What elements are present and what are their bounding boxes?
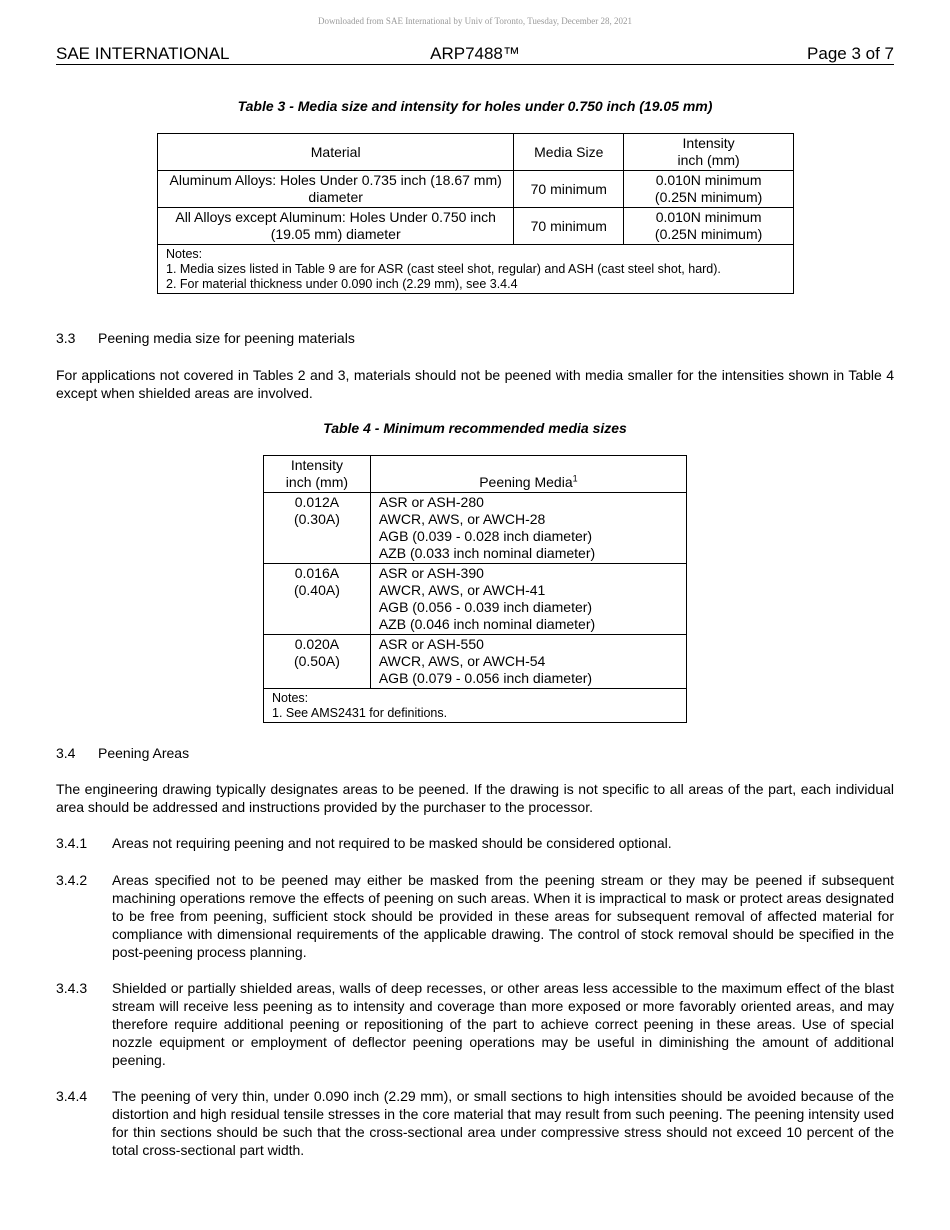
page-header	[56, 44, 894, 65]
header-org: SAE INTERNATIONAL	[56, 44, 230, 63]
subsection-text: Areas specified not to be peened may either be masked from the peening stream or they may be peened if subsequent machining operations remove the effects of peening on such areas. When it is impractical to mask or protect areas designated to be free from peening, sufficient stock should be provided in these areas for subsequent removal of affected material for compliance with dimensional requirements of the applicable drawing. The control of stock removal should be specified in the post-peening process planning.	[112, 872, 894, 960]
media-item: AWCR, AWS, or AWCH-28	[378, 511, 546, 527]
intensity-value-mm: (0.25N minimum)	[654, 226, 763, 242]
intensity-value: 0.020A	[294, 636, 340, 652]
note-item: 1. See AMS2431 for definitions.	[272, 706, 448, 720]
table4-notes-row	[264, 689, 687, 723]
media-item: AGB (0.039 - 0.028 inch diameter)	[378, 528, 593, 544]
table3-cell-media-size: 70 minimum	[514, 171, 624, 208]
section-title: Peening media size for peening materials	[98, 330, 355, 346]
media-item: ASR or ASH-280	[378, 494, 484, 510]
table4-header-intensity-l1: Intensity	[290, 457, 343, 473]
media-item: AZB (0.033 inch nominal diameter)	[378, 545, 596, 561]
table3-header-intensity-l2: inch (mm)	[677, 152, 740, 168]
table3-cell-intensity	[624, 208, 794, 245]
table4	[263, 455, 687, 723]
subsection-text: The peening of very thin, under 0.090 inch (2.29 mm), or small sections to high intensities should be avoided because of the distortion and high residual tensile stresses in the core material that may result from such peening. The peening intensity used for thin sections should be such that the cross-sectional area under compressive stress should not exceed 10 percent of the total cross-sectional part width.	[112, 1088, 894, 1158]
table-row	[158, 208, 794, 245]
table3-cell-material: All Alloys except Aluminum: Holes Under 0.750 inch (19.05 mm) diameter	[158, 208, 514, 245]
section-3-4-body: The engineering drawing typically designates areas to be peened. If the drawing is not specific to all areas of the part, each individual area should be addressed and instructions provided by the purchaser to the processor.	[56, 781, 894, 815]
notes-label: Notes:	[166, 247, 203, 261]
table4-header-media	[370, 456, 686, 493]
table4-cell-media	[370, 635, 686, 689]
subsection-text: Shielded or partially shielded areas, walls of deep recesses, or other areas less accessible to the maximum effect of the blast stream will receive less peening as to intensity and coverage than more exposed or more favorably oriented areas, and may therefore require additional peening or repositioning of the part to achieve correct peening in these areas. Use of special nozzle equipment or employment of deflector peening operations may be useful in diminishing the amount of additional peening.	[112, 980, 894, 1068]
subsection-number: 3.4.4	[56, 1088, 88, 1104]
table3-cell-media-size: 70 minimum	[514, 208, 624, 245]
media-item: AGB (0.056 - 0.039 inch diameter)	[378, 599, 593, 615]
header-doc-id: ARP7488™	[430, 44, 520, 63]
intensity-value: 0.010N minimum	[655, 209, 762, 225]
note-item: 2. For material thickness under 0.090 inch (2.29 mm), see 3.4.4	[166, 277, 518, 291]
intensity-value: 0.010N minimum	[655, 172, 762, 188]
section-number: 3.4	[56, 745, 76, 761]
intensity-value-mm: (0.25N minimum)	[654, 189, 763, 205]
table-row	[158, 171, 794, 208]
media-item: AWCR, AWS, or AWCH-41	[378, 582, 546, 598]
table-row	[264, 635, 687, 689]
table4-caption: Table 4 - Minimum recommended media sizes	[323, 420, 627, 436]
media-item: AGB (0.079 - 0.056 inch diameter)	[378, 670, 593, 686]
note-item: 1. Media sizes listed in Table 9 are for ASR (cast steel shot, regular) and ASH (cast steel shot, hard).	[166, 262, 721, 276]
subsection-number: 3.4.1	[56, 835, 88, 851]
table3-header-media-size: Media Size	[514, 134, 624, 171]
media-item: AWCR, AWS, or AWCH-54	[378, 653, 546, 669]
intensity-value-mm: (0.50A)	[293, 653, 340, 669]
table3-header-row	[158, 134, 794, 171]
table3-cell-material: Aluminum Alloys: Holes Under 0.735 inch (18.67 mm) diameter	[158, 171, 514, 208]
table4-cell-intensity	[264, 493, 371, 564]
table3-header-intensity	[624, 134, 794, 171]
table4-cell-intensity	[264, 564, 371, 635]
table4-header-intensity-l2: inch (mm)	[285, 474, 349, 490]
media-item: AZB (0.046 inch nominal diameter)	[378, 616, 596, 632]
section-title: Peening Areas	[98, 745, 190, 761]
intensity-value: 0.012A	[294, 494, 340, 510]
table4-header-media-label: Peening Media	[479, 474, 573, 490]
notes-label: Notes:	[272, 691, 309, 705]
table3-caption: Table 3 - Media size and intensity for holes under 0.750 inch (19.05 mm)	[237, 98, 713, 114]
table3-header-intensity-l1: Intensity	[682, 135, 735, 151]
footnote-marker: 1	[572, 473, 578, 484]
subsection-text: Areas not requiring peening and not required to be masked should be considered optional.	[112, 835, 672, 851]
table4-cell-intensity	[264, 635, 371, 689]
table4-notes	[264, 689, 687, 723]
table3-notes-row	[158, 245, 794, 294]
table3-cell-intensity	[624, 171, 794, 208]
section-number: 3.3	[56, 330, 76, 346]
table4-header-intensity	[264, 456, 371, 493]
media-item: ASR or ASH-550	[378, 636, 484, 652]
intensity-value-mm: (0.40A)	[293, 582, 340, 598]
section-3-3-body: For applications not covered in Tables 2 and 3, materials should not be peened with media smaller for the intensities shown in Table 4 except when shielded areas are involved.	[56, 367, 894, 401]
download-watermark: Downloaded from SAE International by Univ of Toronto, Tuesday, December 28, 2021	[317, 16, 633, 26]
table3-header-material: Material	[158, 134, 514, 171]
table4-cell-media	[370, 564, 686, 635]
table-row	[264, 493, 687, 564]
table-row	[264, 564, 687, 635]
table3-notes	[158, 245, 794, 294]
media-item: ASR or ASH-390	[378, 565, 484, 581]
header-page-number: Page 3 of 7	[807, 44, 894, 63]
table4-header-row	[264, 456, 687, 493]
subsection-number: 3.4.2	[56, 872, 88, 888]
intensity-value-mm: (0.30A)	[293, 511, 340, 527]
table3	[157, 133, 794, 294]
table4-cell-media	[370, 493, 686, 564]
subsection-number: 3.4.3	[56, 980, 88, 996]
intensity-value: 0.016A	[294, 565, 340, 581]
